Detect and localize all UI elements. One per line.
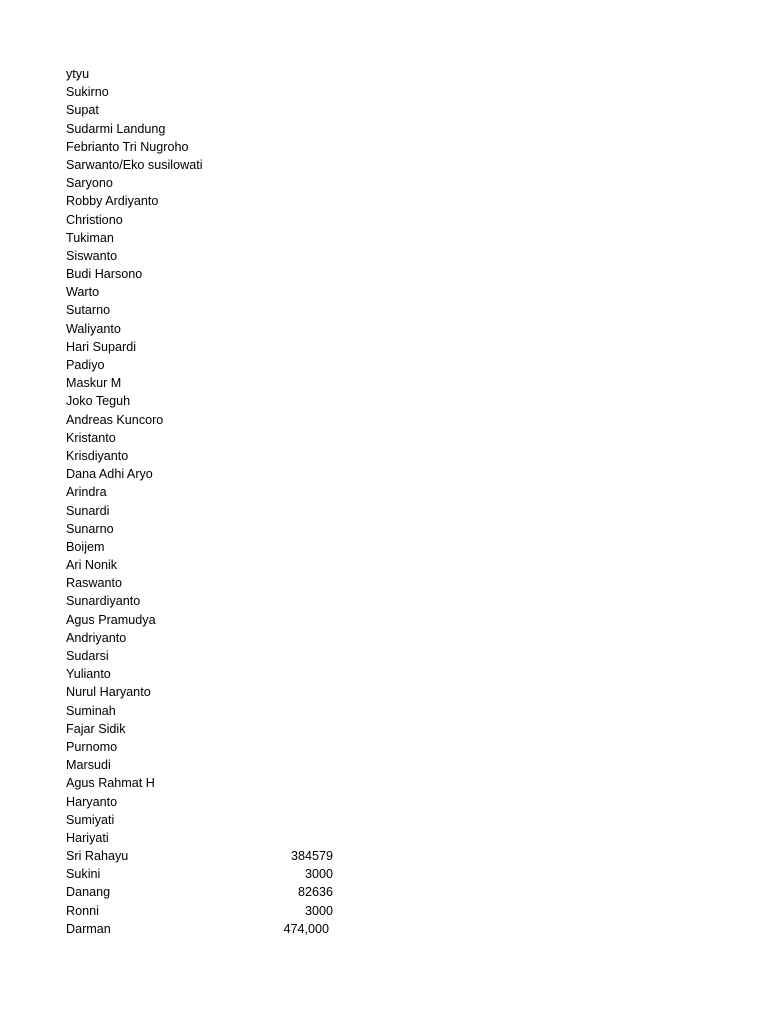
list-row [66,465,346,483]
name-amount-list [66,65,346,938]
list-row [66,229,346,247]
row-name: Sarwanto/Eko susilowati [66,157,203,172]
row-name: Fajar Sidik [66,721,126,736]
list-row [66,883,346,901]
row-name: Supat [66,103,99,118]
row-name: ytyu [66,67,90,81]
row-name: Sutarno [66,303,111,318]
row-name: Haryanto [66,794,118,809]
list-row [66,665,346,683]
row-name: Siswanto [66,248,118,263]
row-amount: 3000 [304,903,333,918]
list-row [66,629,346,647]
row-name: Febrianto Tri Nugroho [66,139,189,154]
list-row [66,592,346,610]
list-row [66,101,346,119]
list-row [66,356,346,374]
row-name: Raswanto [66,576,123,591]
list-row [66,774,346,792]
list-row [66,756,346,774]
list-row [66,574,346,592]
list-row [66,65,346,83]
list-row [66,192,346,210]
list-row [66,174,346,192]
row-name: Ari Nonik [66,558,118,573]
row-name: Sumiyati [66,812,115,827]
row-name: Budi Harsono [66,267,143,282]
row-name: Krisdiyanto [66,448,129,463]
list-row [66,811,346,829]
list-row [66,265,346,283]
list-row [66,847,346,865]
list-row [66,829,346,847]
list-row [66,502,346,520]
row-amount: 384579 [290,849,333,864]
list-row [66,138,346,156]
row-name: Marsudi [66,758,111,773]
row-name: Dana Adhi Aryo [66,467,153,482]
row-name: Suminah [66,703,116,718]
row-name: Robby Ardiyanto [66,194,159,209]
row-name: Boijem [66,539,105,554]
row-name: Nurul Haryanto [66,685,151,700]
row-name: Sri Rahayu [66,849,129,864]
list-row [66,611,346,629]
row-name: Sunarno [66,521,114,536]
row-name: Joko Teguh [66,394,131,409]
list-row [66,483,346,501]
row-name: Sukini [66,867,101,882]
list-row [66,538,346,556]
list-row [66,683,346,701]
list-row [66,411,346,429]
row-name: Agus Rahmat H [66,776,155,791]
list-row [66,120,346,138]
list-row [66,793,346,811]
list-row [66,338,346,356]
row-name: Saryono [66,176,113,191]
list-row [66,520,346,538]
row-name: Warto [66,285,100,300]
list-row [66,374,346,392]
row-name: Kristanto [66,430,116,445]
row-name: Sudarsi [66,649,109,663]
row-name: Maskur M [66,376,122,391]
list-row [66,920,346,938]
list-row [66,865,346,883]
row-name: Christiono [66,212,123,227]
list-row [66,211,346,229]
list-row [66,301,346,319]
row-name: Arindra [66,485,107,500]
row-name: Sudarmi Landung [66,121,166,136]
row-name: Sukirno [66,85,109,100]
row-name: Danang [66,885,111,900]
row-name: Agus Pramudya [66,612,156,627]
list-row [66,902,346,920]
row-name: Waliyanto [66,321,121,336]
list-row [66,429,346,447]
list-row [66,447,346,465]
list-row [66,247,346,265]
row-name: Padiyo [66,358,105,372]
list-row [66,392,346,410]
list-row [66,156,346,174]
row-amount: 474,000 [283,921,329,936]
row-amount: 82636 [297,885,333,900]
list-row [66,702,346,720]
list-row [66,556,346,574]
row-name: Ronni [66,903,99,918]
row-name: Tukiman [66,230,114,245]
row-name: Purnomo [66,739,118,754]
row-name: Sunardi [66,503,110,518]
list-row [66,720,346,738]
row-name: Hariyati [66,830,109,845]
list-row [66,738,346,756]
list-row [66,320,346,338]
row-name: Sunardiyanto [66,594,141,609]
row-name: Yulianto [66,667,111,682]
list-row [66,647,346,665]
list-row [66,283,346,301]
row-name: Andriyanto [66,630,127,645]
row-amount: 3000 [304,867,333,882]
list-row [66,83,346,101]
row-name: Darman [66,921,111,936]
row-name: Hari Supardi [66,339,136,354]
row-name: Andreas Kuncoro [66,412,164,427]
